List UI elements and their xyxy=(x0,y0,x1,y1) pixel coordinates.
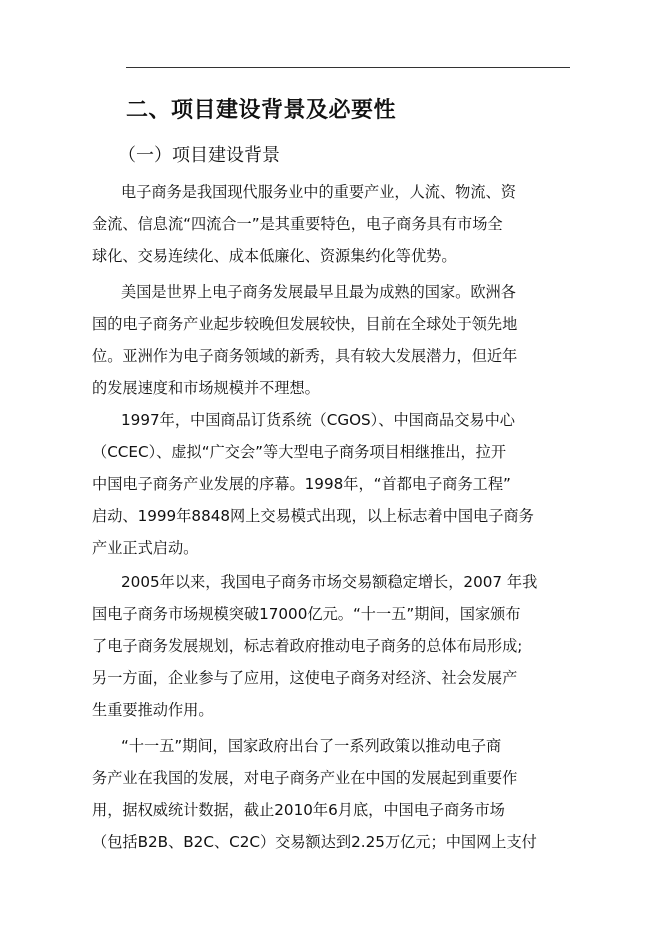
paragraph-5-line-1: “十一五”期间，国家政府出台了一系列政策以推动电子商 xyxy=(121,737,502,755)
paragraph-3-line-5: 产业正式启动。 xyxy=(92,539,199,557)
paragraph-3-line-4: 启动、1999年8848网上交易模式出现，以上标志着中国电子商务 xyxy=(92,507,534,525)
paragraph-5-line-3: 用，据权威统计数据，截止2010年6月底，中国电子商务市场 xyxy=(92,801,505,819)
paragraph-1-line-2: 金流、信息流“四流合一”是其重要特色，电子商务具有市场全 xyxy=(92,215,503,233)
paragraph-4-line-3: 了电子商务发展规划，标志着政府推动电子商务的总体布局形成; xyxy=(92,637,523,655)
header-rule xyxy=(126,67,570,68)
paragraph-5-line-4: （包括B2B、B2C、C2C）交易额达到2.25万亿元；中国网上支付 xyxy=(92,833,537,851)
paragraph-5-line-2: 务产业在我国的发展，对电子商务产业在中国的发展起到重要作 xyxy=(92,769,518,787)
paragraph-3-line-3: 中国电子商务产业发展的序幕。1998年，“首都电子商务工程” xyxy=(92,475,511,493)
paragraph-4-line-1: 2005年以来，我国电子商务市场交易额稳定增长，2007 年我 xyxy=(121,573,538,591)
paragraph-2-line-4: 的发展速度和市场规模并不理想。 xyxy=(92,379,320,397)
paragraph-2-line-2: 国的电子商务产业起步较晚但发展较快，目前在全球处于领先地 xyxy=(92,315,518,333)
paragraph-1-line-1: 电子商务是我国现代服务业中的重要产业，人流、物流、资 xyxy=(121,183,516,201)
section-heading: 二、项目建设背景及必要性 xyxy=(126,98,397,123)
paragraph-3-line-2: （CCEC）、虚拟“广交会”等大型电子商务项目相继推出，拉开 xyxy=(92,443,507,461)
paragraph-4-line-4: 另一方面，企业参与了应用，这使电子商务对经济、社会发展产 xyxy=(92,669,518,687)
paragraph-2-line-3: 位。亚洲作为电子商务领域的新秀，具有较大发展潜力，但近年 xyxy=(92,347,518,365)
paragraph-4-line-5: 生重要推动作用。 xyxy=(92,701,214,719)
sub-heading: （一）项目建设背景 xyxy=(118,145,280,166)
paragraph-1-line-3: 球化、交易连续化、成本低廉化、资源集约化等优势。 xyxy=(92,247,457,265)
paragraph-3-line-1: 1997年，中国商品订货系统（CGOS）、中国商品交易中心 xyxy=(121,411,515,429)
paragraph-4-line-2: 国电子商务市场规模突破17000亿元。“十一五”期间，国家颁布 xyxy=(92,605,521,623)
paragraph-2-line-1: 美国是世界上电子商务发展最早且最为成熟的国家。欧洲各 xyxy=(121,283,516,301)
